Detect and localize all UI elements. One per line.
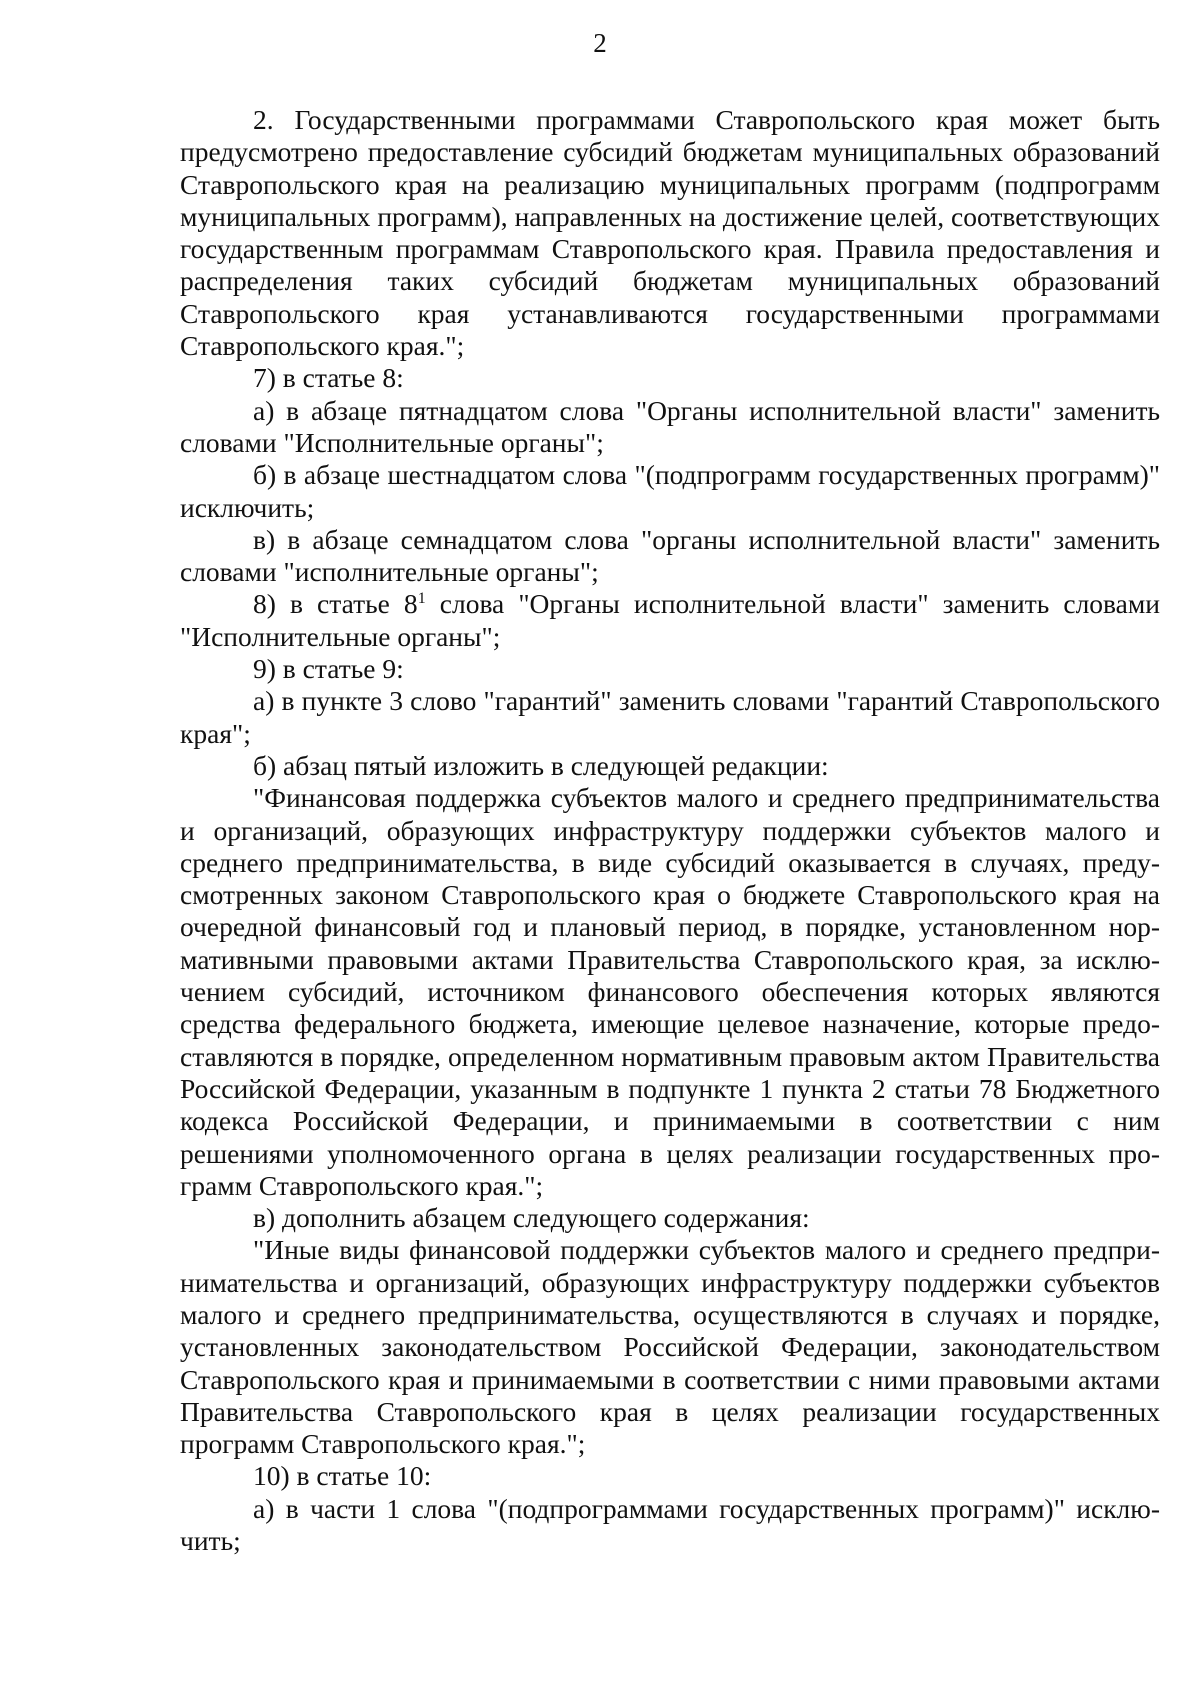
page-number: 2 [593,28,607,58]
paragraph: 7) в статье 8: [253,362,404,394]
paragraph-text: слова "Органы исполнительной власти" заменить словами "Исполнительные органы"; [180,588,1161,652]
paragraph: б) абзац пятый изложить в следующей редакции: [253,749,829,781]
paragraph [180,588,1160,653]
paragraph: 2. Государственными программами Ставропольского края может быть предусмотрено предоставление субсидий бюджетам муниципальных образований Ставропольского края на реализацию муниципальных программ (подпрограмм муниципальных программ), направленных на достижение целей, соответствующих государственным программам Ставропольского края. Правила предоставления и распределения таких субсидий бюджетам муниципальных образований Ставропольского края устанавливаются государственными программами Ставропольского края."; [180,104,1160,362]
paragraph: в) дополнить абзацем следующего содержания: [253,1202,810,1234]
paragraph: а) в абзаце пятнадцатом слова "Органы исполнительной власти" заменить словами "Исполнительные органы"; [180,394,1160,458]
document-body [180,104,1160,1557]
paragraph-text: 8) в статье 8 [253,588,418,620]
superscript: 1 [417,590,426,608]
paragraph: "Финансовая поддержка субъектов малого и среднего предпринимательства и организаций, образующих инфраструктуру поддержки субъектов малого и среднего предпринимательства, в виде субсидий оказывается в случаях, предусмотренных законом Ставропольского края о бюджете Ставропольского края на очередной финансовый год и плановый период, в порядке, установленном нормативными правовыми актами Правительства Ставропольского края, за исключением субсидий, источником финансового обеспечения которых являются средства федерального бюджета, имеющие целевое назначение, которые предоставляются в порядке, определенном нормативным правовым актом Правительства Российской Федерации, указанным в подпункте 1 пункта 2 статьи 78 Бюджетного кодекса Российской Федерации, и принимаемыми в соответствии с ним решениями уполномоченного органа в целях реализации государственных программ Ставропольского края."; [180,782,1160,1201]
paragraph: б) в абзаце шестнадцатом слова "(подпрограмм государственных программ)" исключить; [180,459,1160,523]
paragraph: а) в пункте 3 слово "гарантий" заменить словами "гарантий Ставропольского края"; [180,685,1160,749]
paragraph: 10) в статье 10: [253,1460,432,1492]
paragraph: "Иные виды финансовой поддержки субъектов малого и среднего предпринимательства и организаций, образующих инфраструктуру поддержки субъектов малого и среднего предпринимательства, осуществляются в случаях и порядке, установленных законодательством Российской Федерации, законодательством Ставропольского края и принимаемыми в соответствии с ними правовыми актами Правительства Ставропольского края в целях реализации государственных программ Ставропольского края."; [180,1234,1160,1460]
paragraph: а) в части 1 слова "(подпрограммами государственных программ)" исключить; [180,1492,1160,1557]
paragraph: 9) в статье 9: [253,653,404,685]
paragraph: в) в абзаце семнадцатом слова "органы исполнительной власти" заменить словами "исполнительные органы"; [180,523,1160,588]
